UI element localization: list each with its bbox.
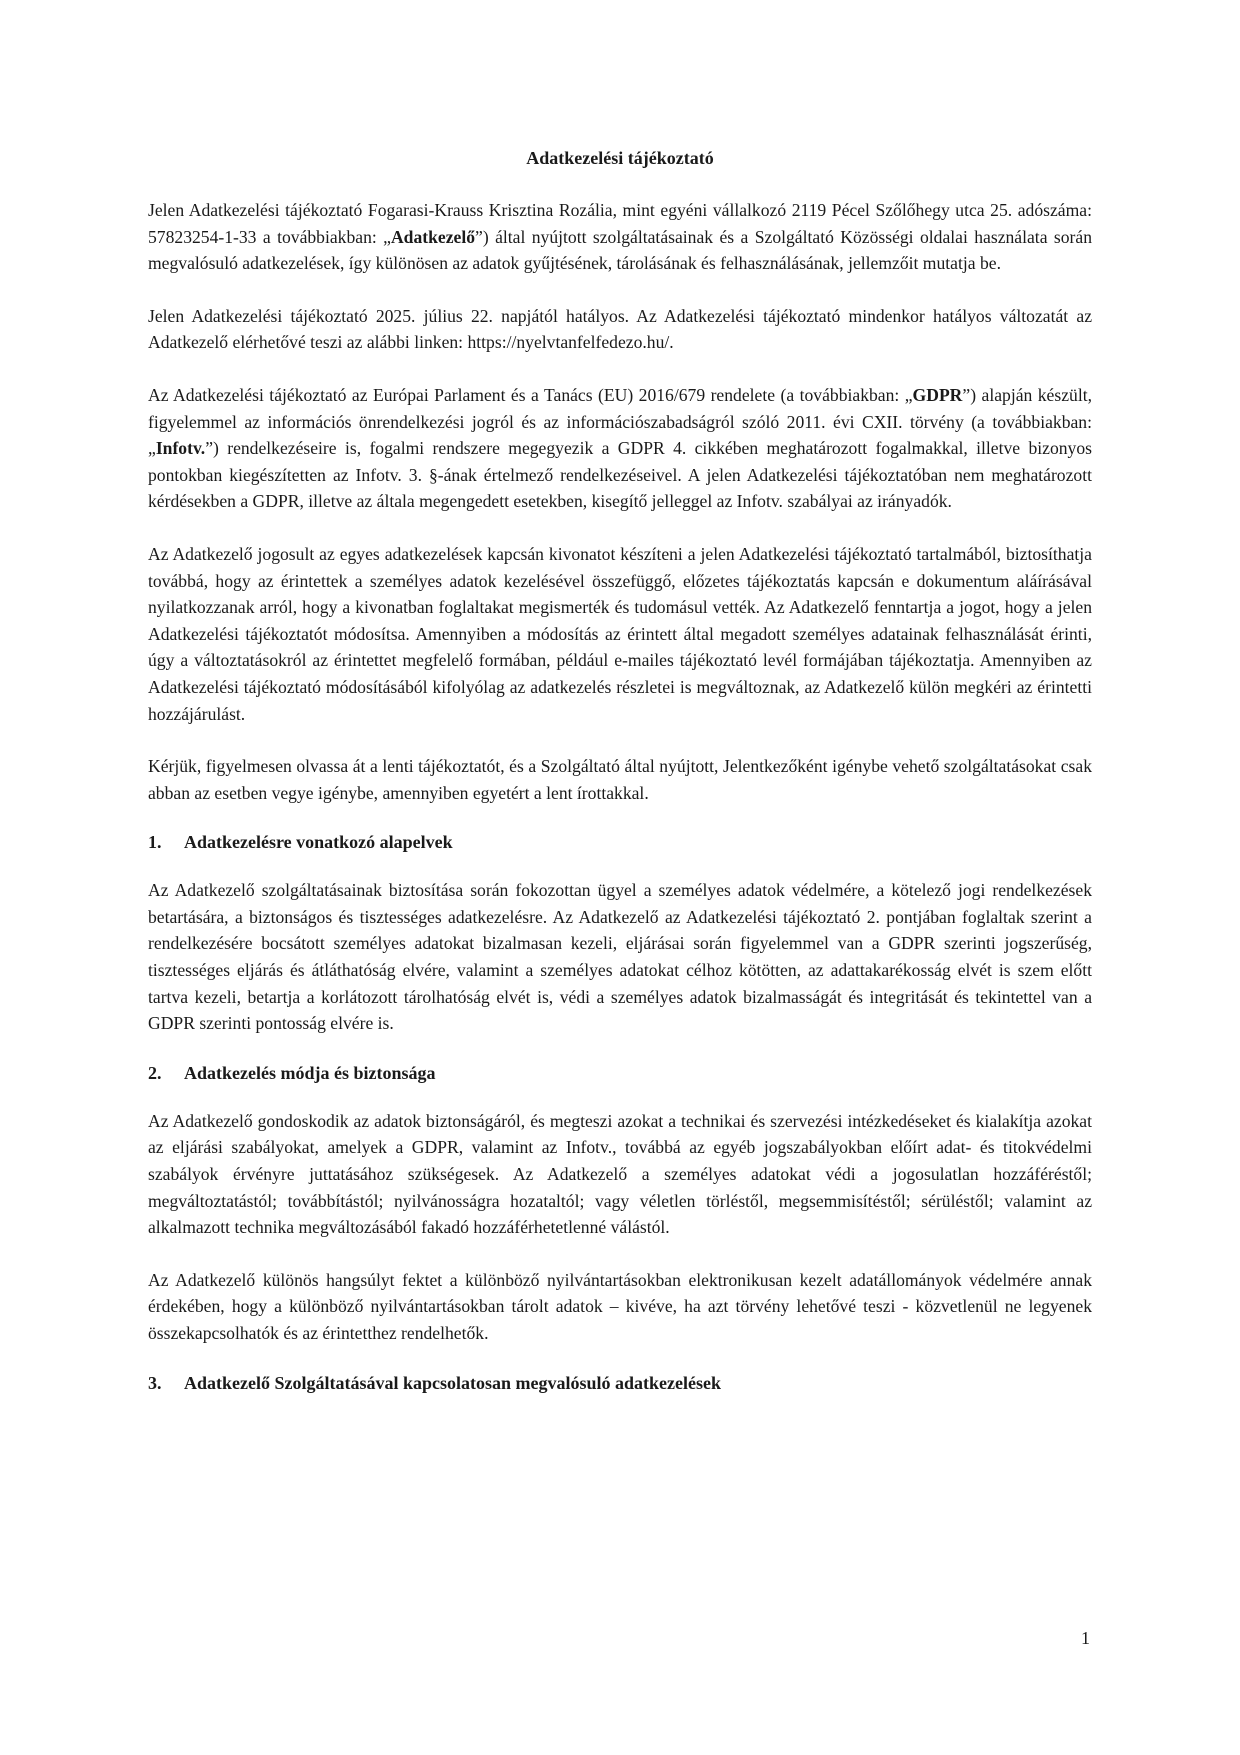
intro-paragraph-2: Jelen Adatkezelési tájékoztató 2025. július 22. napjától hatályos. Az Adatkezelési tájékoztató mindenkor hatályos változatát az Adatkezelő elérhetővé teszi az alábbi linken: https://nyelvtanfelfedezo.hu/. [148, 305, 1092, 353]
intro-paragraph-3 [148, 382, 1092, 515]
section-title: Adatkezelés módja és biztonsága [184, 1062, 436, 1083]
intro-paragraph-5: Kérjük, figyelmesen olvassa át a lenti tájékoztatót, és a Szolgáltató által nyújtott, Jelentkezőként igénybe vehető szolgáltatásokat csak abban az esetben vegye igénybe, amennyiben egyetért a lent írottakkal. [148, 756, 1092, 803]
intro-p1-text-b: ”) által nyújtott szolgáltatásainak és a Szolgáltató Közösségi oldalai használata során megvalósuló adatkezelések, így különösen az adatok gyűjtésének, tárolásának és felhasználásának, jellemzőit mutatja be. [148, 226, 1093, 274]
intro-p3-bold-gdpr: GDPR [912, 384, 963, 405]
intro-p3-bold-infotv: Infotv. [155, 438, 206, 459]
section-heading-1 [148, 832, 1092, 853]
page-number: 1 [1081, 1628, 1090, 1648]
section-title: Adatkezelő Szolgáltatásával kapcsolatosan megvalósuló adatkezelések [184, 1372, 721, 1393]
section-1-paragraph-1: Az Adatkezelő szolgáltatásainak biztosítása során fokozottan ügyel a személyes adatok védelmére, a kötelező jogi rendelkezések betartására, a biztonságos és tisztességes adatkezelésre. Az Adatkezelő az Adatkezelési tájékoztató 2. pontjában foglaltak szerint a rendelkezésére bocsátott személyes adatokat bizalmasan kezeli, eljárásai során figyelemmel van a GDPR szerinti jogszerűség, tisztességes eljárás és átláthatóság elvére, valamint a személyes adatokat célhoz kötötten, az adattakarékosság elvét is szem előtt tartva kezeli, betartja a korlátozott tárolhatóság elvét is, védi a személyes adatok bizalmasságát és integritását és tekintettel van a GDPR szerinti pontosság elvére is. [148, 880, 1092, 1034]
section-heading-2 [148, 1063, 1092, 1084]
intro-p1-bold-term: Adatkezelő [390, 226, 476, 247]
intro-p3-text-a: Az Adatkezelési tájékoztató az Európai Parlament és a Tanács (EU) 2016/679 rendelete (a továbbiakban: „ [148, 384, 913, 405]
intro-paragraph-4: Az Adatkezelő jogosult az egyes adatkezelések kapcsán kivonatot készíteni a jelen Adatkezelési tájékoztató tartalmából, biztosíthatja továbbá, hogy az érintettek a személyes adatok kezelésével összefüggő, előzetes tájékoztatás kapcsán e dokumentum aláírásával nyilatkozzanak arról, hogy a kivonatban foglaltakat megismerték és tudomásul vették. Az Adatkezelő fenntartja a jogot, hogy a jelen Adatkezelési tájékoztatót módosítsa. Amennyiben a módosítás az érintett által megadott személyes adatainak felhasználását érinti, úgy a változtatásokról az érintettet megfelelő formában, például e-mailes tájékoztató levél formájában tájékoztatja. Amennyiben az Adatkezelési tájékoztató módosításából kifolyólag az adatkezelés részletei is megváltoznak, az Adatkezelő külön megkéri az érintetti hozzájárulást. [148, 543, 1092, 724]
section-number: 2. [148, 1062, 162, 1083]
section-heading-3 [148, 1373, 1092, 1394]
intro-p1-text-a: Jelen Adatkezelési tájékoztató Fogarasi-Krauss Krisztina Rozália, mint egyéni vállalkozó 2119 Pécel Szőlőhegy utca 25. adószáma: 57823254-1-33 a továbbiakban: „ [148, 200, 1092, 247]
section-title: Adatkezelésre vonatkozó alapelvek [184, 832, 453, 853]
section-number: 1. [148, 832, 162, 853]
section-2-paragraph-1: Az Adatkezelő gondoskodik az adatok biztonságáról, és megteszi azokat a technikai és szervezési intézkedéseket és kialakítja azokat az eljárási szabályokat, amelyek a GDPR, valamint az Infotv., továbbá az egyéb jogszabályokban előírt adat- és titokvédelmi szabályok érvényre juttatásához szükségesek. Az Adatkezelő a személyes adatokat védi a jogosulatlan hozzáféréstől; megváltoztatástól; továbbítástól; nyilvánosságra hozataltól; vagy véletlen törléstől, megsemmisítéstől; sérüléstől; valamint az alkalmazott technika megváltozásából fakadó hozzáférhetetlenné válástól. [148, 1110, 1092, 1238]
section-number: 3. [148, 1372, 162, 1393]
intro-p3-text-b: ”) alapján készült, figyelemmel az információs önrendelkezési jogról és az információszabadságról szóló 2011. évi CXII. törvény (a továbbiakban: „ [148, 384, 1092, 459]
document-title: Adatkezelési tájékoztató [526, 148, 714, 168]
intro-paragraph-1 [148, 197, 1092, 277]
intro-p3-text-c: ”) rendelkezéseire is, fogalmi rendszere megegyezik a GDPR 4. cikkében meghatározott fogalmakkal, illetve bizonyos pontokban kiegészítetten az Infotv. 3. §-ának értelmező rendelkezéseivel. A jelen Adatkezelési tájékoztatóban nem meghatározott kérdésekben a GDPR, illetve az általa megengedett esetekben, kisegítő jelleggel az Infotv. szabályai az irányadók. [148, 438, 1092, 512]
section-2-paragraph-2: Az Adatkezelő különös hangsúlyt fektet a különböző nyilvántartásokban elektronikusan kezelt adatállományok védelmére annak érdekében, hogy a különböző nyilvántartásokban tárolt adatok – kivéve, ha azt törvény lehetővé teszi - közvetlenül ne legyenek összekapcsolhatók és az érintetthez rendelhetők. [148, 1269, 1092, 1343]
